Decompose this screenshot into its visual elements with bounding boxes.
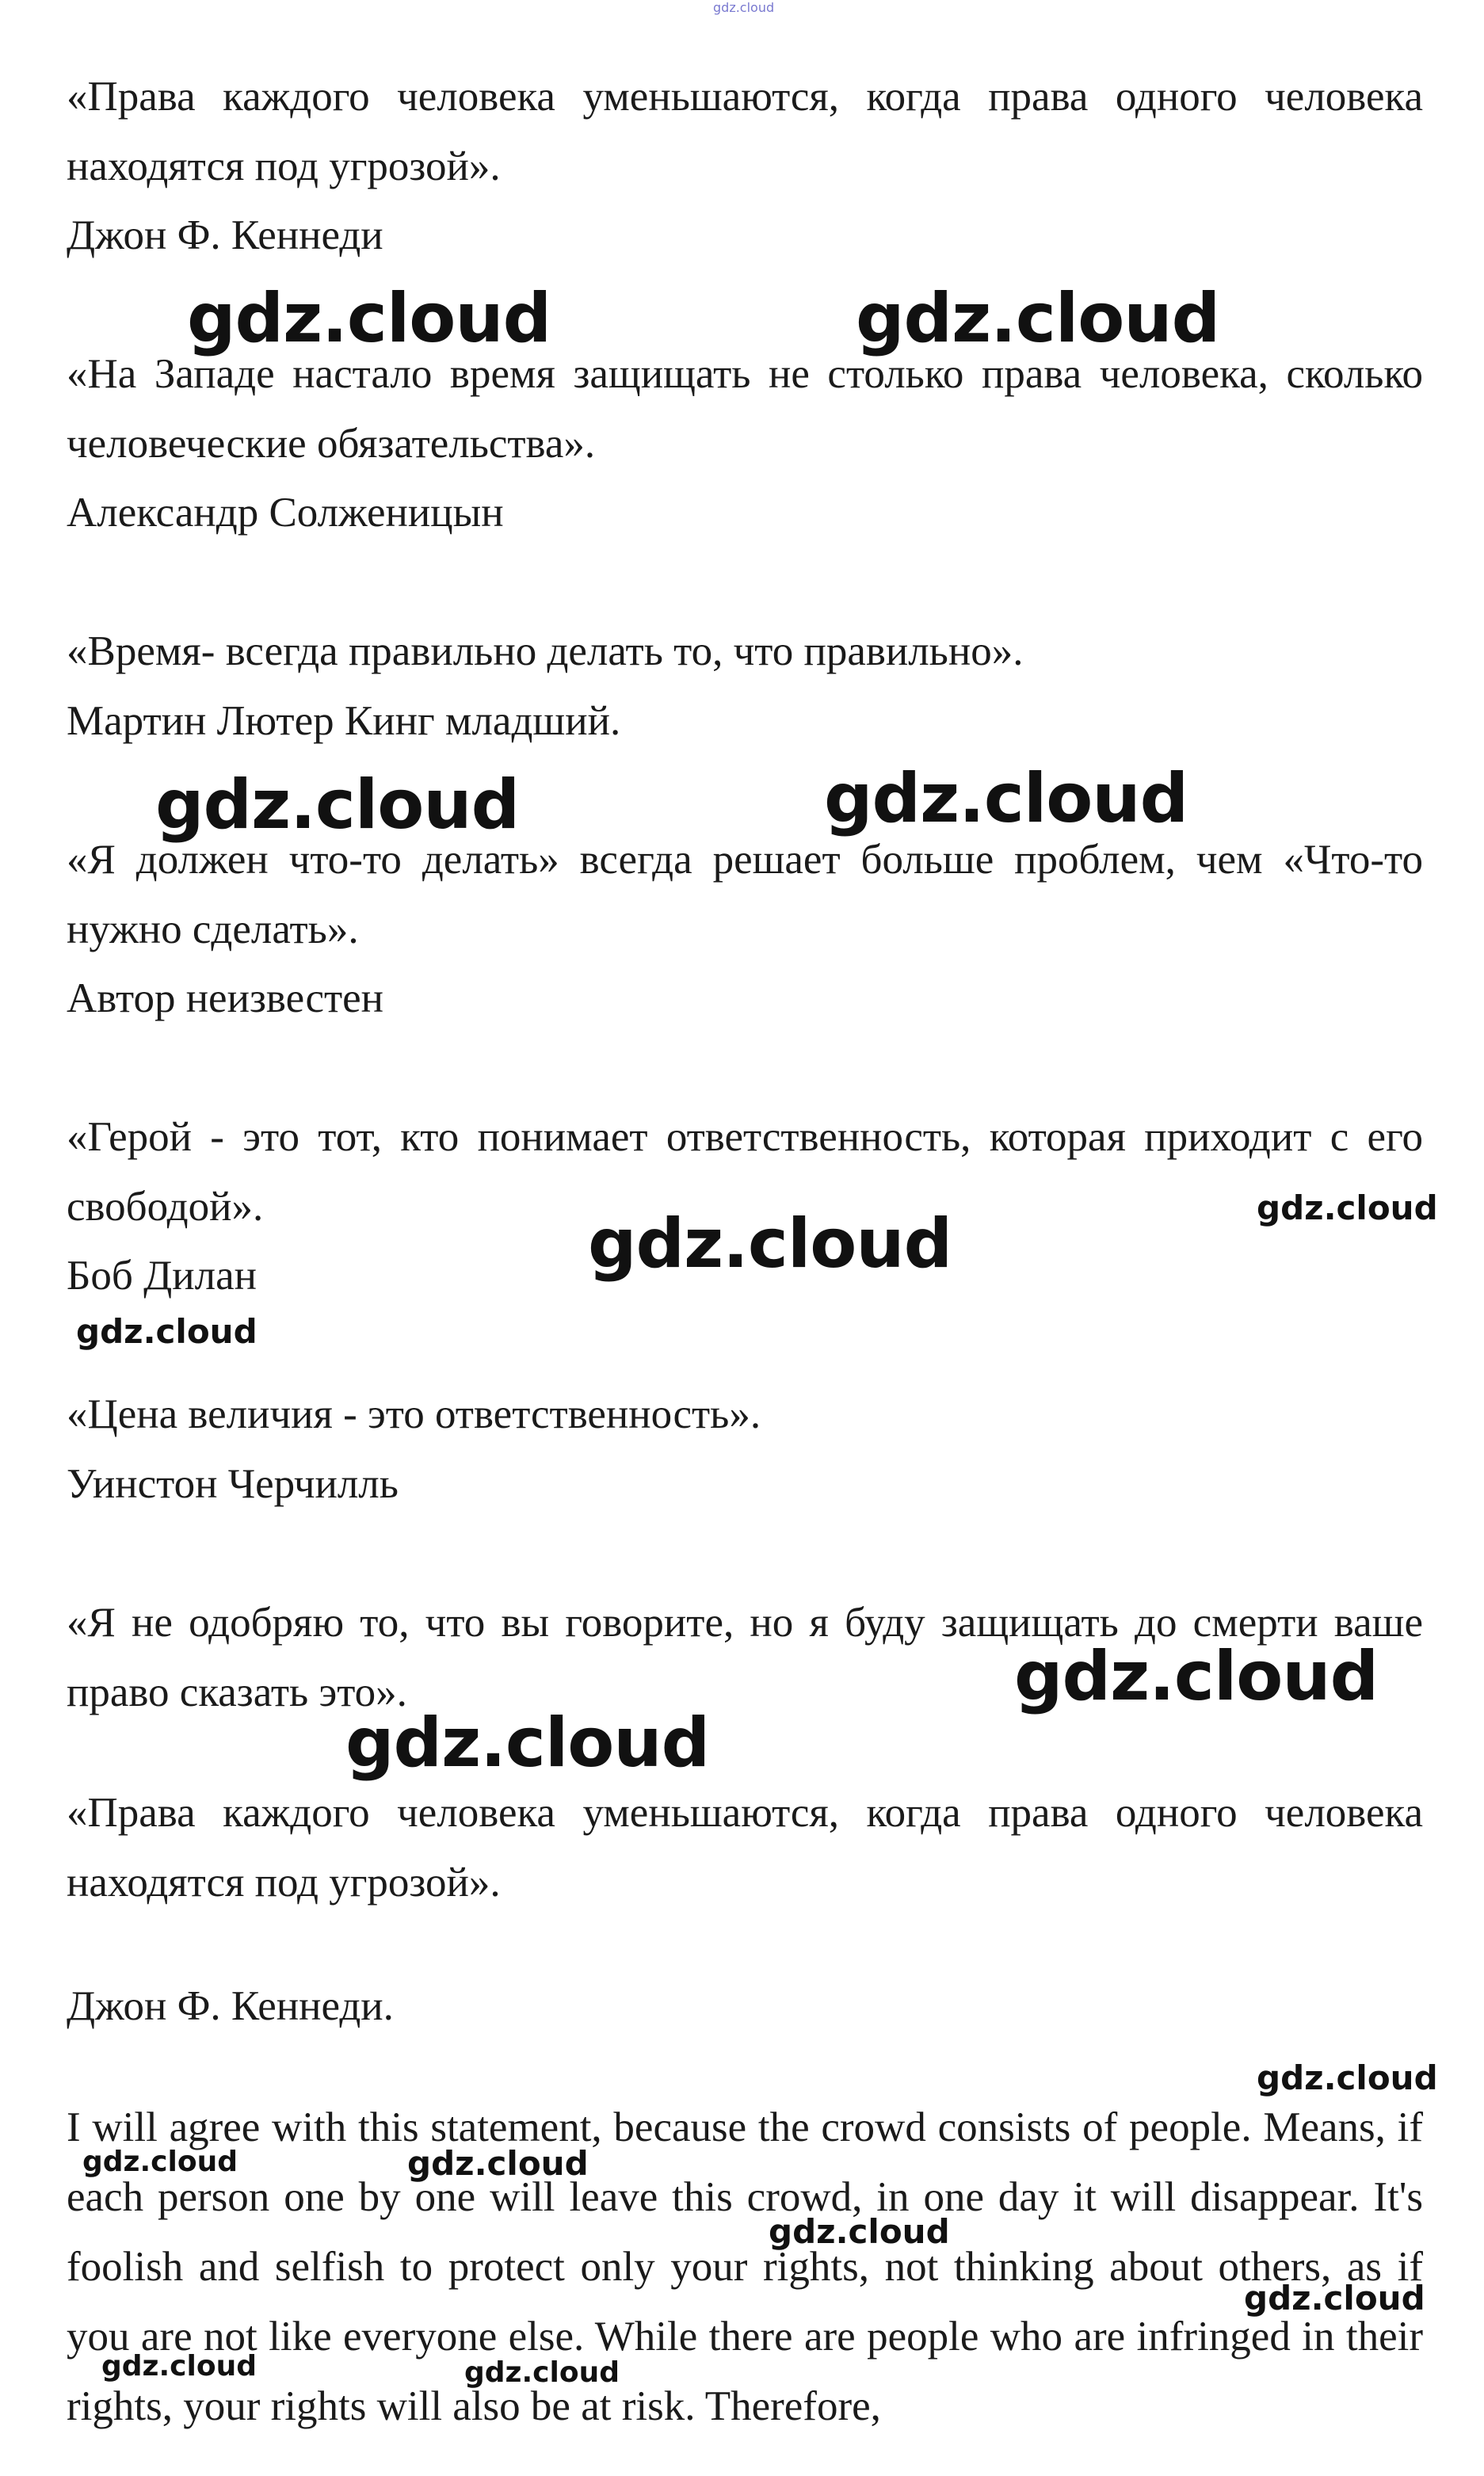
author-churchill: Уинстон Черчилль	[67, 1461, 399, 1507]
watermark: gdz.cloud	[101, 2350, 257, 2383]
author-dylan: Боб Дилан	[67, 1253, 258, 1299]
quote-solzhenitsyn: «На Западе настало время защищать не столько права человека, сколько человеческие обязательства».	[67, 351, 1423, 467]
quote-voltaire: «Я не одобряю то, что вы говорите, но я буду защищать до смерти ваше право сказать это».	[67, 1600, 1423, 1715]
author-unknown: Автор неизвестен	[67, 975, 384, 1021]
watermark: gdz.cloud	[345, 1703, 710, 1783]
watermark: gdz.cloud	[407, 2144, 589, 2183]
watermark: gdz.cloud	[1014, 1637, 1379, 1716]
quote-kennedy-1: «Права каждого человека уменьшаются, когда права одного человека находятся под угрозой».	[67, 74, 1423, 189]
watermark: gdz.cloud	[464, 2356, 620, 2389]
essay-paragraph: I will agree with this statement, because the crowd consists of people. Means, if each person one by one will leave this crowd, in one day it will disappear. It's foolish and selfish to protect only your rights, not thinking about others, as if you are not like everyone else. While there are people who are infringed in their rights, your rights will also be at risk. Therefore,	[67, 2104, 1423, 2429]
quote-churchill: «Цена величия - это ответственность».	[67, 1391, 761, 1437]
watermark: gdz.cloud	[769, 2212, 950, 2251]
quote-kennedy-2: «Права каждого человека уменьшаются, когда права одного человека находятся под угрозой».	[67, 1790, 1423, 1906]
watermark: gdz.cloud	[824, 759, 1188, 838]
author-solzhenitsyn: Александр Солженицын	[67, 490, 504, 536]
watermark: gdz.cloud	[856, 279, 1220, 358]
watermark: gdz.cloud	[187, 279, 551, 358]
watermark: gdz.cloud	[1244, 2279, 1425, 2318]
author-king: Мартин Лютер Кинг младший.	[67, 698, 621, 744]
watermark: gdz.cloud	[155, 765, 520, 845]
top-watermark: gdz.cloud	[713, 0, 775, 15]
watermark: gdz.cloud	[1257, 2058, 1438, 2097]
author-kennedy-1: Джон Ф. Кеннеди	[67, 212, 383, 258]
watermark: gdz.cloud	[1257, 1188, 1438, 1227]
author-kennedy-2: Джон Ф. Кеннеди.	[67, 1983, 394, 2029]
quote-dylan: «Герой - это тот, кто понимает ответственность, которая приходит с его свободой».	[67, 1114, 1423, 1230]
watermark: gdz.cloud	[82, 2146, 238, 2178]
quote-unknown: «Я должен что-то делать» всегда решает больше проблем, чем «Что-то нужно сделать».	[67, 837, 1423, 952]
watermark: gdz.cloud	[588, 1204, 952, 1284]
quote-king: «Время- всегда правильно делать то, что правильно».	[67, 628, 1024, 674]
watermark: gdz.cloud	[76, 1312, 258, 1351]
